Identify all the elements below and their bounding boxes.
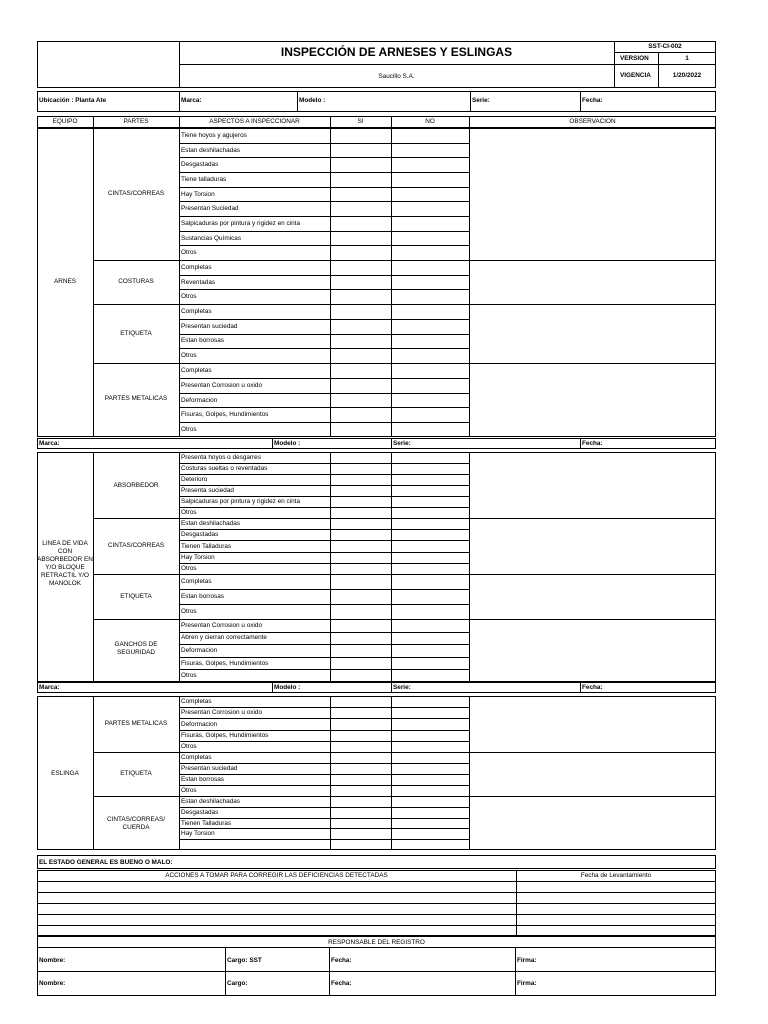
aspect-item: Presentan Corrosion u oxido [181, 382, 262, 389]
aspect-item: Desgastadas [181, 161, 219, 168]
estado-general[interactable]: EL ESTADO GENERAL ES BUENO O MALO: [39, 859, 173, 866]
page-title: INSPECCIÓN DE ARNESES Y ESLINGAS [280, 45, 513, 59]
aspect-item: Presenta hoyos o desgarres [181, 454, 261, 461]
responsable-header: RESPONSABLE DEL REGISTRO [328, 939, 425, 946]
sep2-marca[interactable]: Marca: [39, 684, 60, 691]
aspect-item: Fisuras, Golpes, Hundimientos [181, 411, 269, 418]
equipo-linea: LINEA DE VIDA CON ABSORBEDOR EN Y/O BLOQUE RETRACTIL Y/O MANOLOK [37, 540, 93, 587]
partes-eslinga-cintas: CINTAS/CORREAS/ CUERDA [106, 816, 166, 831]
aspect-item: Deformacion [181, 397, 218, 404]
aspect-item: Salpicaduras por pintura y rigidez en cinta [181, 220, 301, 227]
version-label: VERSION [620, 55, 649, 62]
aspect-item: Salpicaduras por pintura y rigidez en cinta [181, 498, 301, 505]
firma-field-1[interactable]: Firma: [517, 957, 537, 964]
col-aspectos: ASPECTOS A INSPECCIONAR [209, 118, 300, 125]
aspect-item: Fisuras, Golpes, Hundimientos [181, 732, 269, 739]
aspect-item: Otros [181, 608, 197, 615]
info-row [37, 91, 716, 112]
aspect-item: Estan deshilachadas [181, 520, 240, 527]
equipo-arnes: ARNES [53, 278, 77, 285]
aspect-item: Otros [181, 249, 197, 256]
sep1-row [37, 438, 716, 449]
fecha-field-2[interactable]: Fecha: [331, 980, 352, 987]
partes-linea-absorbedor: ABSORBEDOR [113, 482, 159, 489]
modelo-field[interactable]: Modelo : [299, 97, 326, 104]
aspect-item: Otros [181, 352, 197, 359]
vigencia-value: 1/20/2022 [672, 72, 702, 79]
aspect-item: Fisuras, Golpes, Hundimientos [181, 660, 269, 667]
aspect-item: Deformacion [181, 647, 218, 654]
aspect-item: Hay Torsion [181, 830, 215, 837]
aspect-item: Sustancias Químicas [181, 235, 242, 242]
cargo-field-1[interactable]: Cargo: SST [227, 957, 262, 964]
aspect-item: Otros [181, 426, 197, 433]
partes-arnes-etiqueta: ETIQUETA [120, 330, 152, 337]
company-name: Saucillo S.A. [378, 73, 415, 80]
aspect-item: Otros [181, 672, 197, 679]
aspect-item: Presentan Corrosion u oxido [181, 709, 262, 716]
aspect-item: Otros [181, 509, 197, 516]
sep1-fecha[interactable]: Fecha: [582, 440, 603, 447]
sep2-row [37, 682, 716, 693]
aspect-item: Abren y cierran correctamente [181, 634, 267, 641]
sep1-serie[interactable]: Serie: [393, 440, 411, 447]
col-partes: PARTES [123, 118, 149, 125]
aspect-item: Estan deshilachadas [181, 798, 240, 805]
aspect-item: Estan deshilachadas [181, 147, 240, 154]
aspect-item: Desgastadas [181, 531, 219, 538]
fecha-field-1[interactable]: Fecha: [331, 957, 352, 964]
ubicacion-field[interactable]: Ubicación : Planta Ate [39, 97, 107, 104]
aspect-item: Hay Torsion [181, 191, 215, 198]
col-observacion: OBSERVACION [569, 118, 616, 125]
aspect-item: Tienen Talladuras [181, 820, 232, 827]
aspect-item: Otros [181, 787, 197, 794]
acciones-header: ACCIONES A TOMAR PARA CORREGIR LAS DEFICIENCIAS DETECTADAS [165, 872, 388, 879]
partes-eslinga-etiqueta: ETIQUETA [120, 770, 152, 777]
aspect-item: Completas [181, 308, 212, 315]
equipo-eslinga: ESLINGA [51, 770, 79, 777]
fecha-levantamiento-header: Fecha de Levantamiento [580, 872, 652, 879]
firma-field-2[interactable]: Firma: [517, 980, 537, 987]
aspect-item: Completas [181, 698, 212, 705]
aspect-item: Hay Torsion [181, 554, 215, 561]
fecha-field[interactable]: Fecha: [582, 97, 603, 104]
sep1-marca[interactable]: Marca: [39, 440, 60, 447]
document-code: SST-CI-002 [648, 43, 682, 50]
nombre-field-2[interactable]: Nombre: [39, 980, 66, 987]
aspect-item: Estan borrosas [181, 593, 224, 600]
aspect-item: Deterioro [181, 476, 208, 483]
col-no: NO [425, 118, 435, 125]
sep1-modelo[interactable]: Modelo : [274, 440, 301, 447]
partes-eslinga-metalicas: PARTES METALICAS [104, 720, 168, 727]
serie-field[interactable]: Serie: [472, 97, 490, 104]
version-value: 1 [685, 55, 689, 62]
aspect-item: Tiene talladuras [181, 176, 227, 183]
aspect-item: Tienen Talladuras [181, 543, 232, 550]
aspect-item: Presenta suciedad [181, 487, 234, 494]
aspect-item: Completas [181, 578, 212, 585]
aspect-item: Otros [181, 293, 197, 300]
marca-field[interactable]: Marca: [181, 97, 202, 104]
aspect-item: Reventadas [181, 279, 216, 286]
aspect-item: Presentan suciedad [181, 765, 238, 772]
partes-linea-etiqueta: ETIQUETA [120, 593, 152, 600]
partes-linea-cintas: CINTAS/CORREAS [107, 542, 165, 549]
partes-arnes-cintas: CINTAS/CORREAS [107, 190, 165, 197]
aspect-item: Costuras sueltas o reventadas [181, 465, 268, 472]
aspect-item: Estan borrosas [181, 337, 224, 344]
aspect-item: Completas [181, 264, 212, 271]
nombre-field-1[interactable]: Nombre: [39, 957, 66, 964]
partes-linea-ganchos: GANCHOS DE SEGURIDAD [114, 641, 158, 656]
aspect-item: Presentan Suciedad [181, 205, 239, 212]
partes-arnes-costuras: COSTURAS [118, 278, 154, 285]
aspect-item: Completas [181, 367, 212, 374]
aspect-item: Presentan suciedad [181, 323, 238, 330]
aspect-item: Deformacion [181, 721, 218, 728]
aspect-item: Otros [181, 743, 197, 750]
aspect-item: Presentan Corrosion u oxido [181, 622, 262, 629]
aspect-item: Tiene hoyos y agujeros [181, 132, 247, 139]
aspect-item: Completas [181, 754, 212, 761]
col-si: SI [357, 118, 364, 125]
col-equipo: EQUIPO [52, 118, 78, 125]
aspect-item: Otros [181, 565, 197, 572]
aspect-item: Desgastadas [181, 809, 219, 816]
sep2-fecha[interactable]: Fecha: [582, 684, 603, 691]
cargo-field-2[interactable]: Cargo: [227, 980, 248, 987]
sep2-serie[interactable]: Serie: [393, 684, 411, 691]
partes-arnes-metalicas: PARTES METALICAS [104, 395, 168, 402]
vigencia-label: VIGENCIA [620, 72, 651, 79]
aspect-item: Estan borrosas [181, 776, 224, 783]
sep2-modelo[interactable]: Modelo : [274, 684, 301, 691]
